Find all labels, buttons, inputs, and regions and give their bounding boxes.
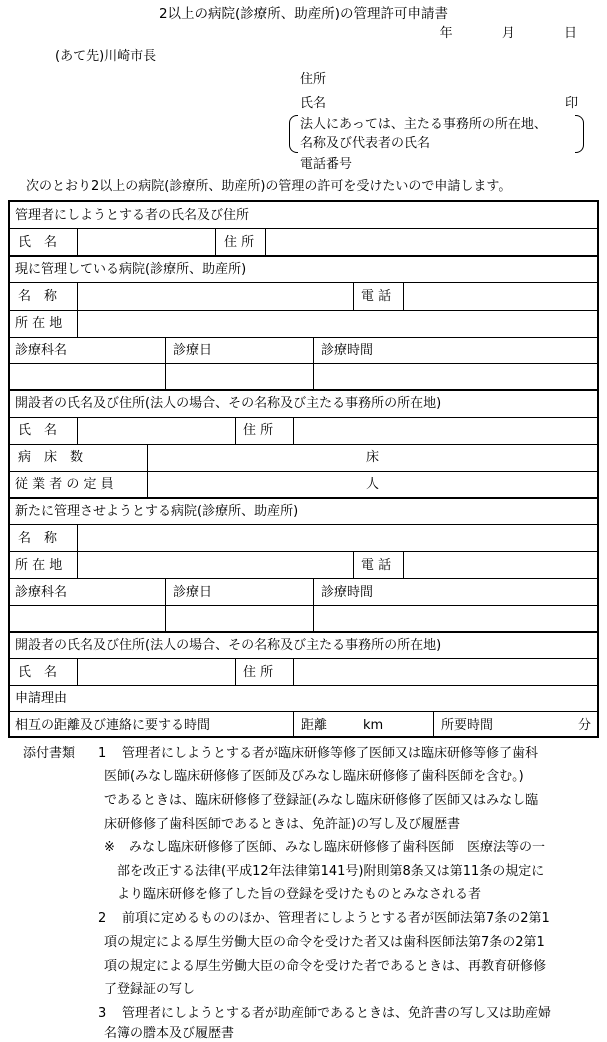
col-line bbox=[353, 282, 354, 310]
new-facility-name-label: 名 称 bbox=[18, 531, 58, 546]
attachment-3-line1: 管理者にしようとする者が助産師であるときは、免許書の写し又は助産婦 bbox=[122, 1006, 552, 1021]
note-mark: ※ bbox=[104, 840, 115, 855]
form-title: 2以上の病院(診療所、助産所)の管理許可申請書 bbox=[158, 6, 449, 22]
section-line bbox=[10, 497, 597, 499]
attachment-2-line1: 前項に定めるもののほか、管理者にしようとする者が医師法第7条の2第1 bbox=[122, 911, 550, 926]
addressee: (あて先)川崎市長 bbox=[55, 49, 157, 64]
km-unit: km bbox=[363, 718, 384, 733]
month-label: 月 bbox=[501, 26, 515, 41]
col-line bbox=[77, 417, 78, 444]
row-line bbox=[10, 363, 597, 364]
corp-note-right-bracket bbox=[575, 115, 584, 153]
applicant-name-label: 氏名 bbox=[300, 96, 327, 111]
row-line bbox=[10, 228, 597, 229]
row-line bbox=[10, 711, 597, 712]
col-line bbox=[293, 658, 294, 685]
col-line bbox=[313, 337, 314, 389]
row-line bbox=[10, 444, 597, 445]
row-line bbox=[10, 417, 597, 418]
col-line bbox=[293, 417, 294, 444]
row-line bbox=[10, 578, 597, 579]
founder-name-label: 氏 名 bbox=[18, 423, 58, 438]
new-hours-label: 診療時間 bbox=[321, 585, 374, 600]
current-hours-label: 診療時間 bbox=[321, 343, 374, 358]
current-facility-location-label: 所 在 地 bbox=[15, 316, 63, 331]
new-facility-phone-label: 電 話 bbox=[361, 558, 392, 573]
col-line bbox=[77, 658, 78, 685]
new-facility-heading: 新たに管理させようとする病院(診療所、助産所) bbox=[15, 504, 299, 519]
intro-statement: 次のとおり2以上の病院(診療所、助産所)の管理の許可を受けたいので申請します。 bbox=[26, 179, 512, 194]
col-line bbox=[77, 228, 78, 255]
manager-section-heading: 管理者にしようとする者の氏名及び住所 bbox=[15, 208, 250, 223]
attachments-label: 添付書類 bbox=[23, 746, 76, 761]
section-line bbox=[10, 255, 597, 257]
founder2-section-heading: 開設者の氏名及び住所(法人の場合、その名称及び主たる事務所の所在地) bbox=[15, 638, 442, 653]
col-line bbox=[403, 282, 404, 310]
day-label: 日 bbox=[563, 26, 577, 41]
distance-row-label: 相互の距離及び連絡に要する時間 bbox=[15, 718, 211, 733]
col-line bbox=[313, 578, 314, 631]
reason-label: 申請理由 bbox=[15, 691, 68, 706]
col-line bbox=[165, 578, 166, 631]
attachment-3-line2: 名簿の謄本及び履歴書 bbox=[104, 1026, 235, 1041]
new-days-label: 診療日 bbox=[173, 585, 213, 600]
col-line bbox=[433, 711, 434, 738]
current-days-label: 診療日 bbox=[173, 343, 213, 358]
current-dept-label: 診療科名 bbox=[15, 343, 68, 358]
row-line bbox=[10, 282, 597, 283]
application-table bbox=[8, 200, 599, 738]
row-line bbox=[10, 605, 597, 606]
beds-unit: 床 bbox=[366, 450, 380, 465]
founder-address-label: 住 所 bbox=[243, 423, 274, 438]
current-facility-heading: 現に管理している病院(診療所、助産所) bbox=[15, 262, 247, 277]
col-line bbox=[293, 711, 294, 738]
attachment-2-number: 2 bbox=[98, 911, 107, 926]
col-line bbox=[403, 551, 404, 578]
corp-note-line1: 法人にあっては、主たる事務所の所在地、 bbox=[300, 117, 547, 132]
seal-mark: 印 bbox=[565, 96, 579, 111]
row-line bbox=[10, 685, 597, 686]
corp-note-left-bracket bbox=[289, 115, 298, 153]
attachment-1-line4: 床研修修了歯科医師であるときは、免許証)の写し及び履歴書 bbox=[104, 817, 461, 832]
founder2-name-label: 氏 名 bbox=[18, 665, 58, 680]
applicant-address-label: 住所 bbox=[300, 72, 327, 87]
minutes-unit: 分 bbox=[578, 718, 592, 733]
row-line bbox=[10, 337, 597, 338]
col-line bbox=[235, 417, 236, 444]
attachment-2-line3: 項の規定による厚生労働大臣の命令を受けた者であるときは、再教育研修修 bbox=[104, 959, 547, 974]
col-line bbox=[215, 228, 216, 255]
attachment-3-number: 3 bbox=[98, 1006, 107, 1021]
col-line bbox=[77, 282, 78, 337]
attachment-1-number: 1 bbox=[98, 746, 107, 761]
col-line bbox=[77, 524, 78, 578]
current-facility-name-label: 名 称 bbox=[18, 289, 58, 304]
corp-note-line2: 名称及び代表者の氏名 bbox=[300, 136, 431, 151]
new-facility-location-label: 所 在 地 bbox=[15, 558, 63, 573]
col-line bbox=[165, 337, 166, 389]
section-line bbox=[10, 631, 597, 633]
row-line bbox=[10, 551, 597, 552]
current-facility-phone-label: 電 話 bbox=[361, 289, 392, 304]
attachment-2-line4: 了登録証の写し bbox=[104, 982, 196, 997]
attachment-1-line1: 管理者にしようとする者が臨床研修等修了医師又は臨床研修等修了歯科 bbox=[122, 746, 539, 761]
founder-section-heading: 開設者の氏名及び住所(法人の場合、その名称及び主たる事務所の所在地) bbox=[15, 396, 442, 411]
note-line3: より臨床研修を修了した旨の登録を受けたものとみなされる者 bbox=[117, 887, 482, 902]
attachment-1-line2: 医師(みなし臨床研修修了医師及びみなし臨床研修修了歯科医師を含む。) bbox=[104, 769, 524, 784]
section-line bbox=[10, 389, 597, 391]
attachment-2-line2: 項の規定による厚生労働大臣の命令を受けた者又は歯科医師法第7条の2第1 bbox=[104, 935, 545, 950]
applicant-phone-label: 電話番号 bbox=[300, 157, 353, 172]
col-line bbox=[235, 658, 236, 685]
beds-label: 病 床 数 bbox=[18, 450, 84, 465]
new-dept-label: 診療科名 bbox=[15, 585, 68, 600]
note-line2: 部を改正する法律(平成12年法律第141号)附則第8条又は第11条の規定に bbox=[117, 864, 545, 879]
row-line bbox=[10, 310, 597, 311]
distance-label: 距離 bbox=[301, 718, 328, 733]
col-line bbox=[353, 551, 354, 578]
manager-address-label: 住 所 bbox=[224, 235, 255, 250]
row-line bbox=[10, 524, 597, 525]
attachment-1-line3: であるときは、臨床研修修了登録証(みなし臨床研修修了医師又はみなし臨 bbox=[104, 793, 539, 808]
manager-name-label: 氏 名 bbox=[18, 235, 58, 250]
staff-label: 従 業 者 の 定 員 bbox=[15, 477, 114, 492]
time-required-label: 所要時間 bbox=[441, 718, 494, 733]
year-label: 年 bbox=[439, 26, 453, 41]
date-fields bbox=[440, 27, 577, 40]
founder2-address-label: 住 所 bbox=[243, 665, 274, 680]
row-line bbox=[10, 658, 597, 659]
note-line1: みなし臨床研修修了医師、みなし臨床研修修了歯科医師 医療法等の一 bbox=[129, 840, 546, 855]
col-line bbox=[265, 228, 266, 255]
row-line bbox=[10, 471, 597, 472]
staff-unit: 人 bbox=[366, 477, 380, 492]
col-line bbox=[147, 444, 148, 497]
